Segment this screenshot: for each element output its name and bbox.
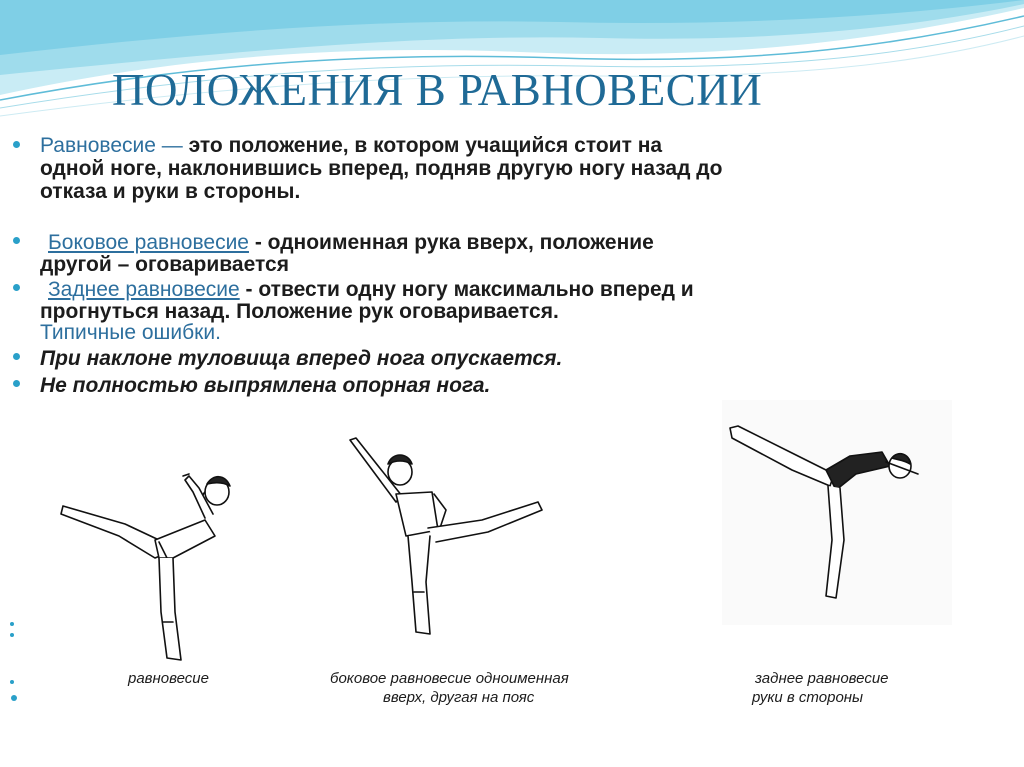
bullet-icon: [11, 695, 17, 701]
term-side-balance: Боковое равновесие: [48, 231, 249, 254]
error-item: При наклоне туловища вперед нога опускается.: [40, 347, 563, 370]
definition-text: это положение, в котором учащийся стоит на: [182, 134, 663, 157]
bullet-icon: [13, 141, 20, 148]
definition-text: - одноименная рука вверх, положение: [248, 231, 654, 254]
bullet-icon: [10, 680, 14, 684]
caption-balance: равновесие: [128, 670, 209, 687]
bullet-icon: [13, 380, 20, 387]
definition-text: - отвести одну ногу максимально вперед и: [239, 278, 694, 301]
definition-line: [48, 278, 694, 302]
bullet-icon: [13, 284, 20, 291]
definition-line: одной ноге, наклонившись вперед, подняв другую ногу назад до: [40, 157, 723, 180]
definition-line: [40, 134, 662, 158]
term-back-balance: Заднее равновесие: [48, 278, 240, 301]
caption-side-balance-line1: боковое равновесие одноименная: [330, 670, 569, 687]
caption-back-balance-line2: руки в стороны: [752, 689, 864, 706]
error-item: Не полностью выпрямлена опорная нога.: [40, 374, 491, 397]
figure-back-balance-illustration: [722, 400, 952, 625]
definition-line: отказа и руки в стороны.: [40, 180, 301, 203]
term-balance: Равновесие —: [40, 134, 183, 157]
bullet-icon: [13, 237, 20, 244]
page-title: ПОЛОЖЕНИЯ В РАВНОВЕСИИ: [112, 65, 763, 115]
caption-back-balance-line1: заднее равновесие: [755, 670, 889, 687]
definition-line: прогнуться назад. Положение рук оговаривается.: [40, 300, 559, 323]
bullet-icon: [13, 353, 20, 360]
bullet-icon: [10, 622, 14, 626]
figure-side-balance-illustration: [342, 432, 552, 647]
definition-line: другой – оговаривается: [40, 253, 289, 276]
caption-side-balance-line2: вверх, другая на пояс: [383, 689, 535, 706]
definition-line: [48, 231, 654, 255]
bullet-icon: [10, 633, 14, 637]
figure-balance-illustration: [55, 462, 240, 667]
errors-heading: Типичные ошибки.: [40, 321, 221, 344]
